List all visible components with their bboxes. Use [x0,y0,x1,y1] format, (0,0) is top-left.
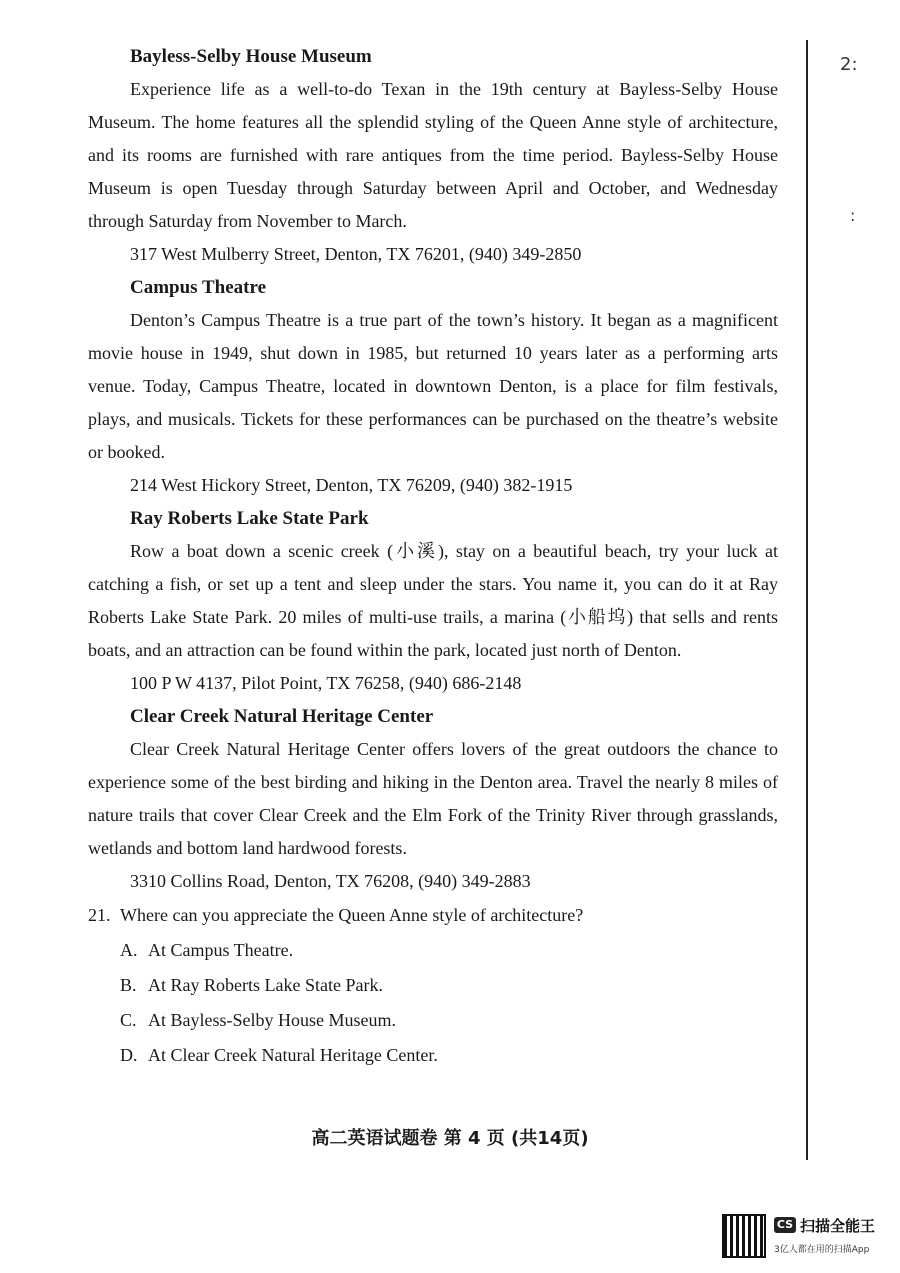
option-letter: C. [120,1010,137,1030]
section-address-ray-roberts: 100 P W 4137, Pilot Point, TX 76258, (940) 686-2148 [130,673,522,693]
section-heading-clear-creek: Clear Creek Natural Heritage Center [130,706,434,727]
option-d [88,1038,778,1073]
section-body-ray-roberts: Row a boat down a scenic creek (小溪), stay on a beautiful beach, try your luck at catching a fish, or set up a tent and sleep under the stars. You name it, you can do it at Ray Roberts Lake State Park. 20 miles of multi-use trails, a marina (小船坞) that sells and rents boats, and an attraction can be found within the park, located just north of Denton. [88,541,778,660]
reading-passage [88,40,778,1073]
section-address-clear-creek: 3310 Collins Road, Denton, TX 76208, (940) 349-2883 [130,871,531,891]
column-divider [806,40,808,1160]
section-address-campus-theatre: 214 West Hickory Street, Denton, TX 76209, (940) 382-1915 [130,475,573,495]
scanner-tagline: 3亿人都在用的扫描App [774,1245,870,1255]
option-b [88,968,778,1003]
section-body-campus-theatre: Denton’s Campus Theatre is a true part of the town’s history. It began as a magnificent movie house in 1949, shut down in 1985, but returned 10 years later as a performing arts venue. Today, Campus Theatre, located in downtown Denton, is a place for film festivals, plays, and musicals. Tickets for these performances can be purchased on the theatre’s website or booked. [88,310,778,462]
option-letter: D. [120,1045,138,1065]
section-heading-bayless: Bayless-Selby House Museum [130,46,372,67]
option-letter: B. [120,975,137,995]
camscanner-logo-icon: CS [774,1217,796,1233]
option-text: At Clear Creek Natural Heritage Center. [148,1045,438,1065]
section-body-bayless: Experience life as a well-to-do Texan in the 19th century at Bayless-Selby House Museum. The home features all the splendid styling of the Queen Anne style of architecture, and its rooms are furnished with rare antiques from the time period. Bayless-Selby House Museum is open Tuesday through Saturday between April and October, and Wednesday through Saturday from November to March. [88,79,778,231]
section-body-clear-creek: Clear Creek Natural Heritage Center offers lovers of the great outdoors the chance to experience some of the best birding and hiking in the Denton area. Travel the nearly 8 miles of nature trails that cover Clear Creek and the Elm Fork of the Trinity River through grasslands, wetlands and bottom land hardwood forests. [88,739,778,858]
option-text: At Campus Theatre. [148,940,294,960]
question-number: 21. [88,905,111,925]
section-heading-campus-theatre: Campus Theatre [130,277,267,298]
qr-code-icon [722,1214,766,1258]
margin-dot: : [850,206,856,225]
page-footer: 高二英语试题卷 第 4 页 (共14页) [311,1128,589,1149]
margin-page-mark: 2: [840,54,858,75]
option-text: At Ray Roberts Lake State Park. [148,975,383,995]
option-a [88,933,778,968]
option-letter: A. [120,940,138,960]
question-21 [88,898,778,933]
option-c [88,1003,778,1038]
scanner-app-name: 扫描全能王 [800,1217,876,1235]
section-heading-ray-roberts: Ray Roberts Lake State Park [130,508,369,529]
section-address-bayless: 317 West Mulberry Street, Denton, TX 76201, (940) 349-2850 [130,244,582,264]
question-text: Where can you appreciate the Queen Anne style of architecture? [120,905,584,925]
option-text: At Bayless-Selby House Museum. [148,1010,396,1030]
